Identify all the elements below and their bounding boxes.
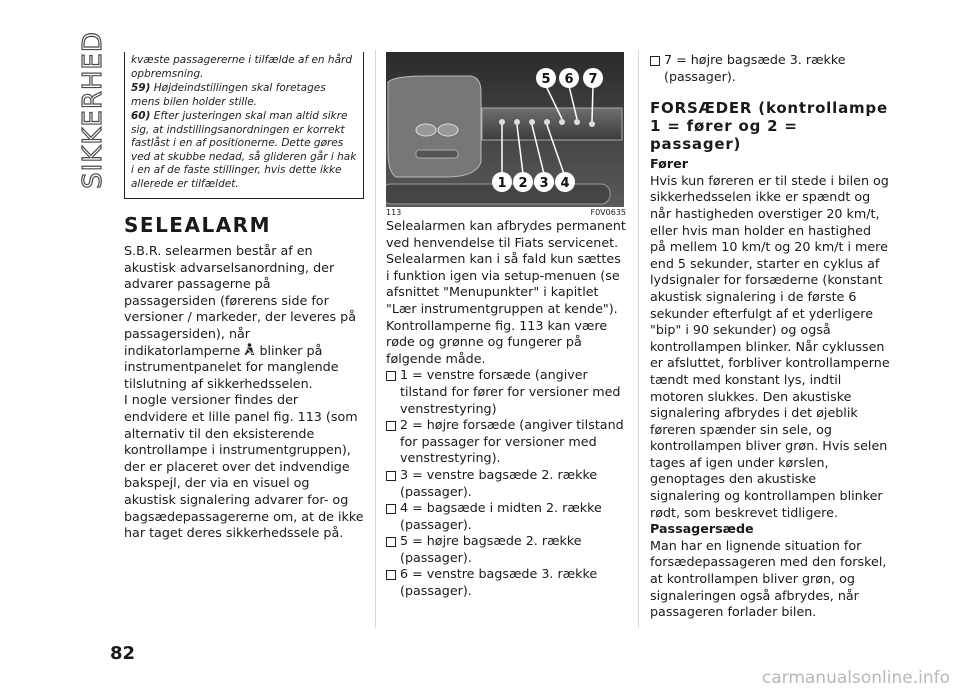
section-heading: SELEALARM — [124, 213, 271, 237]
sub-heading: Fører — [650, 156, 688, 172]
list-item: 4 = bagsæde i midten 2. række (passager). — [386, 500, 626, 533]
column-left — [124, 52, 364, 542]
column-divider — [375, 50, 376, 628]
list-item: 3 = venstre bagsæde 2. række (passager). — [386, 467, 626, 500]
figure-image — [386, 52, 624, 207]
callout-7: 7 — [588, 72, 598, 87]
note-60: 60) Efter justeringen skal man altid sikre sig, at indstillingsanordningen er korrekt fastlåst i en af positionerne. Dette gøres ved at skubbe nedad, så glideren går i hak i en af de faste stillinger, hvis dette ikke allerede er tilfældet. — [131, 110, 357, 190]
figure-code: F0V0635 — [590, 208, 626, 217]
list-item: 7 = højre bagsæde 3. række (passager). — [650, 52, 890, 85]
checkbox-bullet-icon — [386, 537, 396, 547]
paragraph: Selealarmen kan afbrydes permanent ved henvendelse til Fiats servicenet. — [386, 218, 626, 250]
paragraph: I nogle versioner findes der endvidere et lille panel fig. 113 (som alternativ til den eksisterende kontrollampe i instrumentgruppen), der er placeret over det indvendige bakspejl, der via en visuel og akustisk signalering advarer for- og bagsædepassagererne om, at de ikke har taget deres sikkerhedssele på. — [124, 392, 364, 541]
sub-heading: Passagersæde — [650, 521, 754, 537]
section-tab-label: SIKKERHED — [78, 31, 108, 189]
column-middle — [386, 52, 626, 600]
page-number: 82 — [110, 643, 136, 664]
note-59: 59) Højdeindstillingen skal foretages mens bilen holder stille. — [131, 82, 326, 108]
seatbelt-panel-illustration — [386, 52, 624, 207]
body-text — [650, 52, 890, 85]
body-text — [386, 218, 626, 600]
paragraph: Kontrollamperne fig. 113 kan være røde og grønne og fungerer på følgende måde. — [386, 317, 608, 366]
seatbelt-warning-icon — [244, 343, 255, 356]
paragraph: Selealarmen kan i så fald kun sættes i funktion igen via setup-menuen (se afsnittet "Menupunkter" i kapitlet "Lær instrumentgruppen at kende"). — [386, 251, 621, 316]
checkbox-bullet-icon — [386, 504, 396, 514]
list-item: 1 = venstre forsæde (angiver tilstand for fører for versioner med venstrestyring) — [386, 367, 626, 417]
callout-5: 5 — [541, 72, 551, 87]
checkbox-bullet-icon — [650, 56, 660, 66]
callout-4: 4 — [560, 176, 570, 191]
callout-6: 6 — [564, 72, 574, 87]
paragraph: S.B.R. selearmen består af en akustisk advarselsanordning, der advarer passagerne på passagersiden (førerens side for versioner / markeder, der leveres på passagersiden), når indikatorlamperne blinker på instrumentpanelet for manglende tilslutning af sikkerhedsselen. — [124, 243, 356, 391]
paragraph: Man har en lignende situation for forsædepassageren med den forskel, at kontrollampen bliver grøn, og signaleringen også afbrydes, når passageren forlader bilen. — [650, 537, 887, 620]
list-item: 6 = venstre bagsæde 3. række (passager). — [386, 566, 626, 599]
subsection-heading: FORSÆDER (kontrollampe 1 = fører og 2 = passager) — [650, 99, 888, 154]
list-item: 5 = højre bagsæde 2. række (passager). — [386, 533, 626, 566]
paragraph: Hvis kun føreren er til stede i bilen og sikkerhedsselen ikke er spændt og når hastigheden overstiger 20 km/t, eller hvis man holder en hastighed på mellem 10 km/t og 20 km/t i mere end 5 sekunder, starter en cyklus af lydsignaler for forsæderne (konstant akustisk signalering i de første 6 sekunder efterfulgt af et yderligere "bip" i 90 sekunder) og også kontrollampen blinker. Når cyklussen er afsluttet, forbliver kontrollamperne tændt med konstant lys, indtil motoren slukkes. Den akustiske signalering afbrydes i det øjeblik føreren spænder sin sele, og kontrollampen bliver grøn. Hvis selen tages af igen under kørslen, genoptages den akustiske signalering og kontrollampen blinker rødt, som beskrevet tidligere. — [650, 172, 890, 520]
watermark: carmanualsonline.info — [761, 668, 950, 688]
checkbox-bullet-icon — [386, 371, 396, 381]
body-text — [650, 156, 890, 621]
column-divider — [638, 50, 639, 628]
checkbox-bullet-icon — [386, 421, 396, 431]
callout-3: 3 — [539, 176, 549, 191]
body-text — [124, 243, 364, 542]
checkbox-bullet-icon — [386, 570, 396, 580]
section-tab — [68, 31, 118, 189]
checkbox-bullet-icon — [386, 471, 396, 481]
figure-caption — [386, 208, 626, 217]
column-right — [650, 52, 890, 621]
callout-1: 1 — [497, 176, 507, 191]
note-continued: kvæste passagererne i tilfælde af en hård opbremsning. — [131, 54, 352, 80]
list-item: 2 = højre forsæde (angiver tilstand for passager for versioner med venstrestyring). — [386, 417, 626, 467]
callout-2: 2 — [518, 176, 528, 191]
figure-number: 113 — [386, 208, 402, 217]
notes-box — [124, 52, 364, 199]
